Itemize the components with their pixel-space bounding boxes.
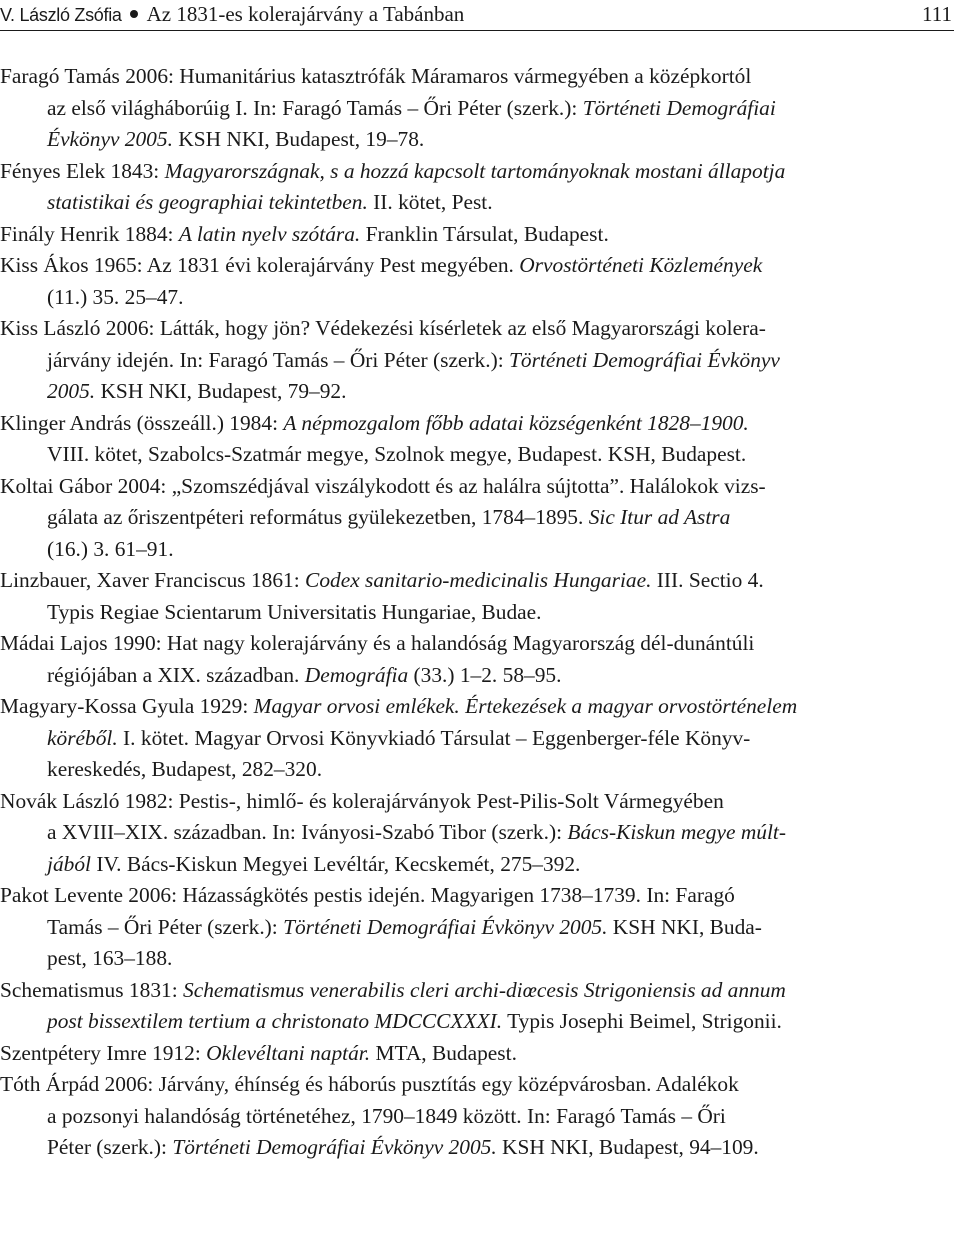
reference-text: Kiss Ákos 1965: Az 1831 évi kolerajárvány Pest megyében. (0, 253, 520, 277)
reference-text: a XVIII–XIX. században. In: Iványosi-Szabó Tibor (szerk.): (47, 820, 568, 844)
reference-text: Tóth Árpád 2006: Járvány, éhínség és háborús pusztítás egy középvárosban. Adalékok (0, 1072, 739, 1096)
reference-text: Szentpétery Imre 1912: (0, 1040, 207, 1065)
reference-italic-text: Magyarországnak, s a hozzá kapcsolt tartományoknak mostani állapotja (164, 158, 786, 183)
reference-entry (0, 975, 954, 1038)
reference-italic-text: post bissextilem tertium a christonato MDCCCXXXI. (47, 1009, 503, 1033)
reference-text: Schematismus 1831: (0, 977, 184, 1002)
reference-italic-text: Történeti Demográfiai (582, 95, 776, 120)
reference-italic-text: Orvostörténeti Közlemények (519, 253, 763, 277)
reference-text: járvány idején. In: Faragó Tamás – Őri Péter (szerk.): (47, 347, 510, 372)
reference-entry (0, 691, 954, 786)
reference-text: KSH NKI, Budapest, 19–78. (172, 127, 425, 151)
reference-text: Magyary-Kossa Gyula 1929: (0, 694, 254, 718)
header-author: V. László Zsófia (0, 5, 122, 25)
reference-entry (0, 880, 954, 975)
reference-entry (0, 1038, 954, 1070)
reference-text: régiójában a XIX. században. (47, 662, 305, 687)
running-header (0, 0, 954, 31)
reference-italic-text: statistikai és geographiai tekintetben. (47, 190, 368, 214)
bullet-icon (130, 10, 138, 18)
reference-text: Péter (szerk.): (47, 1135, 173, 1159)
reference-italic-text: Történeti Demográfiai Évkönyv (509, 347, 780, 372)
reference-entry (0, 786, 954, 881)
reference-text: III. Sectio 4. (651, 568, 764, 592)
reference-entry (0, 250, 954, 313)
reference-text: KSH NKI, Budapest, 79–92. (95, 379, 347, 403)
reference-entry (0, 1069, 954, 1164)
reference-text: Mádai Lajos 1990: Hat nagy kolerajárvány és a halandóság Magyarország dél-dunántúli (0, 631, 755, 655)
reference-text: Koltai Gábor 2004: „Szomszédjával viszálykodott és az halálra sújtotta”. Halálokok vizs- (0, 473, 766, 498)
reference-text: (33.) 1–2. 58–95. (408, 662, 562, 687)
reference-text: Klinger András (összeáll.) 1984: (0, 410, 284, 435)
reference-text: IV. Bács-Kiskun Megyei Levéltár, Kecskemét, 275–392. (90, 851, 581, 876)
reference-text: Faragó Tamás 2006: Humanitárius katasztrófák Máramaros vármegyében a középkortól (0, 64, 752, 88)
page-number: 111 (922, 2, 952, 26)
reference-text: Novák László 1982: Pestis-, himlő- és kolerajárványok Pest-Pilis-Solt Vármegyében (0, 788, 724, 813)
reference-text: VIII. kötet, Szabolcs-Szatmár megye, Szolnok megye, Budapest. KSH, Budapest. (47, 442, 747, 466)
reference-italic-text: jából (47, 851, 91, 876)
reference-italic-text: Oklevéltani naptár. (206, 1040, 371, 1065)
reference-italic-text: A latin nyelv szótára. (178, 221, 361, 246)
reference-italic-text: Schematismus venerabilis cleri archi-diœcesis Strigoniensis ad annum (183, 977, 786, 1002)
reference-italic-text: Történeti Demográfiai Évkönyv 2005. (283, 914, 608, 939)
reference-entry (0, 156, 954, 219)
reference-text: (16.) 3. 61–91. (47, 536, 174, 561)
reference-entry (0, 628, 954, 691)
reference-text: gálata az őriszentpéteri református gyülekezetben, 1784–1895. (47, 505, 589, 529)
reference-italic-text: köréből. (47, 725, 118, 750)
reference-entry (0, 408, 954, 471)
reference-entry (0, 219, 954, 251)
header-title: Az 1831-es kolerajárvány a Tabánban (146, 2, 465, 26)
reference-italic-text: Codex sanitario-medicinalis Hungariae. (305, 568, 652, 592)
reference-text: Typis Josephi Beimel, Strigonii. (502, 1009, 782, 1033)
reference-italic-text: 2005. (47, 379, 96, 403)
reference-text: kereskedés, Budapest, 282–320. (47, 757, 323, 781)
reference-text: MTA, Budapest. (370, 1040, 517, 1065)
reference-italic-text: Demográfia (304, 662, 409, 687)
reference-entry (0, 565, 954, 628)
reference-text: Fényes Elek 1843: (0, 158, 165, 183)
reference-italic-text: Sic Itur ad Astra (588, 505, 731, 529)
reference-text: pest, 163–188. (47, 946, 173, 970)
reference-entry (0, 313, 954, 408)
reference-italic-text: Történeti Demográfiai Évkönyv 2005. (172, 1135, 497, 1159)
reference-text: (11.) 35. 25–47. (47, 284, 184, 309)
reference-italic-text: Bács-Kiskun megye múlt- (567, 820, 786, 844)
reference-text: KSH NKI, Buda- (607, 914, 762, 939)
reference-italic-text: Magyar orvosi emlékek. Értekezések a magyar orvostörténelem (253, 694, 798, 718)
reference-text: KSH NKI, Budapest, 94–109. (496, 1135, 759, 1159)
reference-text: Kiss László 2006: Látták, hogy jön? Védekezési kísérletek az első Magyarországi kolera- (0, 316, 766, 340)
reference-italic-text: Évkönyv 2005. (47, 127, 173, 151)
reference-text: az első világháborúig I. In: Faragó Tamás – Őri Péter (szerk.): (47, 95, 583, 120)
reference-italic-text: A népmozgalom főbb adatai községenként 1828–1900. (283, 410, 749, 435)
reference-text: Typis Regiae Scientarum Universitatis Hungariae, Budae. (47, 599, 542, 624)
reference-entry (0, 61, 954, 156)
reference-text: Linzbauer, Xaver Franciscus 1861: (0, 568, 306, 592)
reference-text: Tamás – Őri Péter (szerk.): (47, 914, 284, 939)
bibliography-list (0, 61, 954, 1164)
reference-text: Finály Henrik 1884: (0, 221, 179, 246)
reference-entry (0, 471, 954, 566)
reference-text: a pozsonyi halandóság történetéhez, 1790–1849 között. In: Faragó Tamás – Őri (47, 1103, 726, 1128)
reference-text: I. kötet. Magyar Orvosi Könyvkiadó Társulat – Eggenberger-féle Könyv- (117, 725, 751, 750)
reference-text: II. kötet, Pest. (367, 190, 493, 214)
reference-text: Franklin Társulat, Budapest. (360, 221, 609, 246)
reference-text: Pakot Levente 2006: Házasságkötés pestis idején. Magyarigen 1738–1739. In: Faragó (0, 883, 735, 907)
